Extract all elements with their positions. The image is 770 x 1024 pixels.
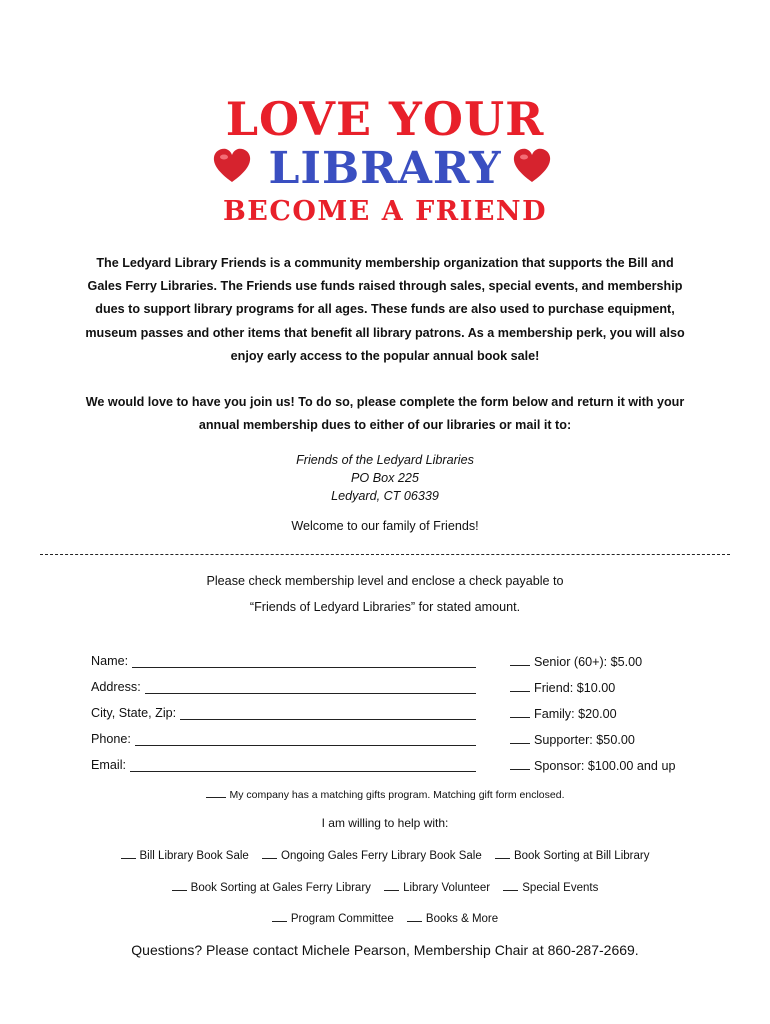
help-bill-book-sale[interactable] xyxy=(121,850,249,862)
mailing-address xyxy=(0,451,770,505)
level-label: Sponsor: $100.00 and up xyxy=(534,759,676,773)
banner-library: LIBRARY xyxy=(268,143,502,194)
welcome-text: Welcome to our family of Friends! xyxy=(291,519,479,533)
city-line[interactable] xyxy=(180,706,476,720)
checkbox-blank[interactable] xyxy=(510,758,530,770)
checkbox-blank[interactable] xyxy=(262,847,277,859)
level-senior[interactable] xyxy=(510,654,642,669)
matching-gifts-option[interactable] xyxy=(0,786,770,801)
address-line: PO Box 225 xyxy=(351,471,419,485)
name-field[interactable] xyxy=(91,654,476,668)
level-sponsor[interactable] xyxy=(510,758,675,773)
help-program-committee[interactable] xyxy=(272,913,394,925)
help-label: Library Volunteer xyxy=(403,882,491,894)
phone-label: Phone: xyxy=(91,732,131,746)
phone-line[interactable] xyxy=(135,732,476,746)
cut-line-divider xyxy=(40,554,730,555)
checkbox-blank[interactable] xyxy=(503,879,518,891)
help-title: I am willing to help with: xyxy=(321,816,449,830)
level-family[interactable] xyxy=(510,706,617,721)
checkbox-blank[interactable] xyxy=(510,680,530,692)
matching-label: My company has a matching gifts program. Matching gift form enclosed. xyxy=(229,789,565,801)
help-label: Book Sorting at Bill Library xyxy=(513,850,650,862)
help-row-3 xyxy=(0,910,770,925)
address-line: Friends of the Ledyard Libraries xyxy=(296,453,474,467)
name-label: Name: xyxy=(91,654,129,668)
intro-paragraph: The Ledyard Library Friends is a community membership organization that supports the Bill and Gales Ferry Libraries. The Friends use funds raised through sales, special events, and membership dues to support library programs for all ages. These funds are also used to purchase equipment, museum passes and other items that benefit all library patrons. As a membership perk, you will also enjoy early access to the popular annual book sale! xyxy=(85,256,685,363)
email-field[interactable] xyxy=(91,758,476,772)
join-paragraph: We would love to have you join us! To do so, please complete the form below and return it with your annual membership dues to either of our libraries or mail it to: xyxy=(85,395,685,433)
banner-love-your: LOVE YOUR xyxy=(225,92,545,146)
help-library-volunteer[interactable] xyxy=(384,882,490,894)
help-label: Ongoing Gales Ferry Library Book Sale xyxy=(281,850,482,862)
checkbox-blank[interactable] xyxy=(407,910,422,922)
checkbox-blank[interactable] xyxy=(510,706,530,718)
checkbox-blank[interactable] xyxy=(272,910,287,922)
checkbox-blank[interactable] xyxy=(495,847,510,859)
heart-icon xyxy=(512,146,552,186)
checkbox-blank[interactable] xyxy=(384,879,399,891)
phone-field[interactable] xyxy=(91,732,476,746)
level-label: Senior (60+): $5.00 xyxy=(534,655,643,669)
level-label: Family: $20.00 xyxy=(534,707,617,721)
help-row-2 xyxy=(0,879,770,894)
check-instructions: Please check membership level and enclose a check payable to xyxy=(206,574,564,588)
help-row-1 xyxy=(0,847,770,862)
level-supporter[interactable] xyxy=(510,732,635,747)
help-label: Program Committee xyxy=(290,913,394,925)
checkbox-blank[interactable] xyxy=(206,786,226,798)
city-state-zip-field[interactable] xyxy=(91,706,476,720)
level-label: Friend: $10.00 xyxy=(534,681,616,695)
city-label: City, State, Zip: xyxy=(91,706,177,720)
help-books-and-more[interactable] xyxy=(407,913,498,925)
checkbox-blank[interactable] xyxy=(510,654,530,666)
address-line: Ledyard, CT 06339 xyxy=(331,489,439,503)
help-book-sorting-bill[interactable] xyxy=(495,850,650,862)
level-friend[interactable] xyxy=(510,680,615,695)
address-field[interactable] xyxy=(91,680,476,694)
checkbox-blank[interactable] xyxy=(510,732,530,744)
help-special-events[interactable] xyxy=(503,882,598,894)
help-label: Book Sorting at Gales Ferry Library xyxy=(190,882,371,894)
banner-become-a-friend: BECOME A FRIEND xyxy=(222,196,548,227)
help-gales-ferry-book-sale[interactable] xyxy=(262,850,482,862)
level-label: Supporter: $50.00 xyxy=(534,733,635,747)
help-label: Bill Library Book Sale xyxy=(139,850,249,862)
name-line[interactable] xyxy=(132,654,476,668)
email-label: Email: xyxy=(91,758,126,772)
address-label: Address: xyxy=(91,680,141,694)
help-book-sorting-gales-ferry[interactable] xyxy=(172,882,371,894)
address-line-blank[interactable] xyxy=(145,680,476,694)
email-line[interactable] xyxy=(130,758,476,772)
checkbox-blank[interactable] xyxy=(172,879,187,891)
checkbox-blank[interactable] xyxy=(121,847,136,859)
help-label: Special Events xyxy=(522,882,599,894)
help-label: Books & More xyxy=(425,913,499,925)
payable-to: “Friends of Ledyard Libraries” for stated amount. xyxy=(249,600,521,614)
contact-info: Questions? Please contact Michele Pearson, Membership Chair at 860-287-2669. xyxy=(131,942,639,958)
